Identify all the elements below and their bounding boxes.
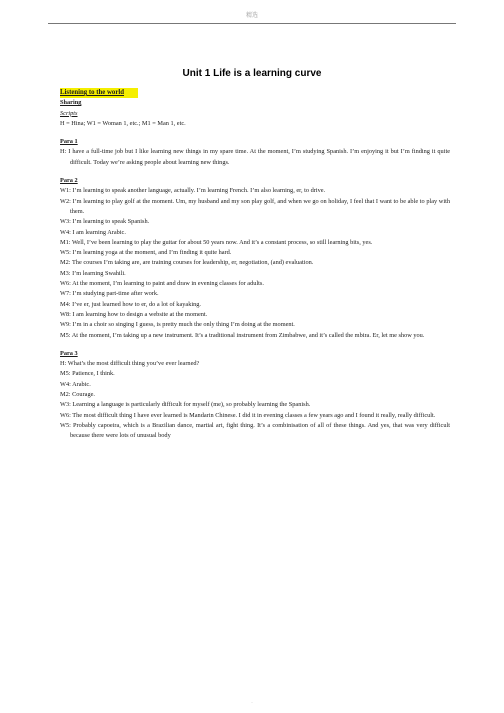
transcript-line: M5: Patience, I think. (60, 370, 115, 378)
transcript-line: W7: I’m studying part-time after work. (60, 290, 159, 298)
part-label: Para 2 (60, 177, 78, 185)
speaker-legend: H = Hina; W1 = Woman 1, etc.; M1 = Man 1, etc. (60, 119, 186, 127)
transcript-line: W6: At the moment, I’m learning to paint and draw in evening classes for adults. (60, 280, 264, 288)
transcript-line: W3: Learning a language is particularly difficult for myself (me), so probably learning the Spanish. (60, 401, 311, 409)
transcript-line: W4: Arabic. (60, 380, 91, 388)
scripts-label: Scripts (60, 109, 78, 117)
header-rule (48, 23, 456, 24)
transcript-line: W5: Probably capoeira, which is a Brazilian dance, martial art, fight thing. It’s a combinisation of all of these things. And yes, that was very difficult because there were lots of unusual body (60, 421, 450, 440)
transcript-line: W6: The most difficult thing I have ever learned is Mandarin Chinese. I did it in evening classes a few years ago and I found it really, really difficult. (60, 411, 436, 419)
transcript-line: M1: Well, I’ve been learning to play the guitar for about 50 years now. And it’s a constant process, so still learning bits, yes. (60, 238, 373, 246)
transcript-line: W5: I’m learning yoga at the moment, and I’m finding it quite hard. (60, 249, 232, 257)
transcript-line: H: I have a full-time job but I like learning new things in my spare time. At the moment, I’m studying Spanish. I’m enjoying it but I’m finding it quite difficult. Today we’re asking people about learning new things. (60, 148, 450, 166)
transcript-line: W3: I’m learning to speak Spanish. (60, 218, 150, 226)
transcript-parts (60, 137, 450, 441)
footer-mark: . (251, 700, 253, 705)
header-watermark: 精选 (245, 13, 258, 19)
transcript-line: M3: I’m learning Swahili. (60, 269, 126, 277)
transcript-line: W9: I’m in a choir so singing I guess, is pretty much the only thing I’m doing at the moment. (60, 321, 295, 329)
transcript-line: H: What’s the most difficult thing you’ve ever learned? (60, 360, 200, 368)
transcript-line: W4: I am learning Arabic. (60, 228, 126, 236)
document-body (60, 88, 450, 442)
page-title: Unit 1 Life is a learning curve (182, 68, 322, 79)
transcript-line: M4: I’ve er, just learned how to er, do a lot of kayaking. (60, 300, 201, 308)
transcript-line: W8: I am learning how to design a website at the moment. (60, 310, 208, 318)
transcript-line: M2: The courses I’m taking are, are training courses for leadership, er, negotiation, (and) evaluation. (60, 259, 314, 267)
transcript-line: W2: I’m learning to play golf at the moment. Um, my husband and my son play golf, and when we go on holiday, I feel that I want to be able to play with them. (60, 197, 450, 215)
transcript-line: M2: Courage. (60, 391, 95, 399)
sub-heading: Sharing (60, 99, 82, 107)
part-label: Para 1 (60, 138, 78, 146)
section-heading: Listening to the world (60, 88, 138, 98)
part-label: Para 3 (60, 349, 78, 357)
transcript-line: W1: I’m learning to speak another language, actually. I’m learning French. I’m also learning, er, to drive. (60, 187, 326, 195)
transcript-line: M5: At the moment, I’m taking up a new instrument. It’s a traditional instrument from Zimbabwe, and it’s called the mbira. Er, let me show you. (60, 331, 425, 339)
